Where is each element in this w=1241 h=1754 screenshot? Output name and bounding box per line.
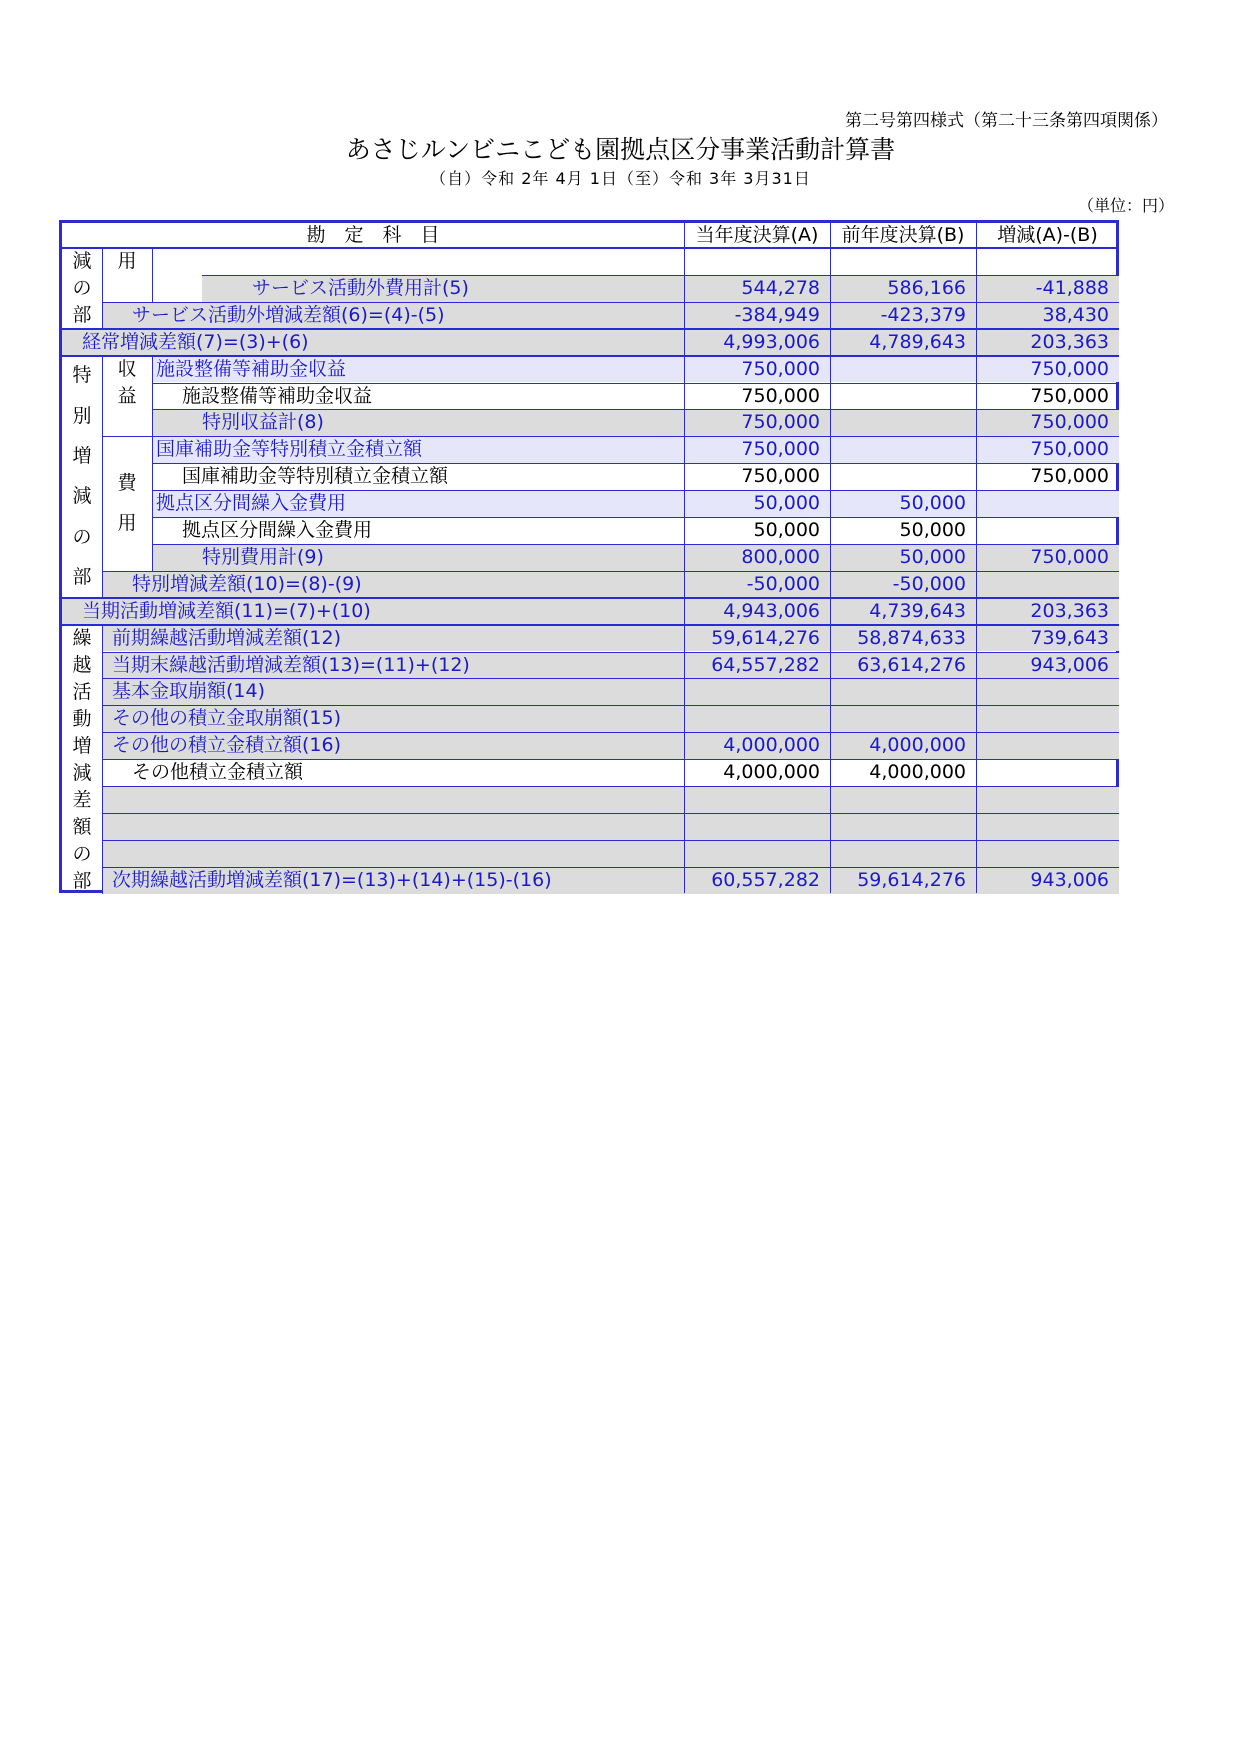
difference-value: 750,000 [1030, 384, 1109, 407]
current-year-value: 544,278 [741, 276, 820, 299]
current-year-value: 59,614,276 [711, 626, 820, 649]
row-label: その他積立金積立額 [132, 761, 304, 784]
previous-year-value [830, 436, 976, 463]
current-year-value: 750,000 [741, 357, 820, 380]
row-label: サービス活動外費用計(5) [252, 276, 469, 299]
row-divider [102, 813, 1119, 814]
previous-year-value [830, 409, 976, 436]
document-title: あさじルンビニこども園拠点区分事業活動計算書 [345, 135, 896, 164]
side-label-char: 差 [72, 788, 92, 811]
previous-year-value [830, 813, 976, 840]
difference-value: 750,000 [1030, 438, 1109, 461]
side-label-char: 増 [72, 444, 92, 467]
side-label-char: 動 [72, 707, 92, 730]
section-divider [62, 328, 1119, 330]
row-divider [102, 759, 1119, 760]
row-label: 前期繰越活動増減差額(12) [112, 626, 342, 649]
previous-year-value [830, 840, 976, 867]
row-divider [152, 436, 1119, 437]
row-label: 基本金取崩額(14) [112, 680, 266, 703]
row-label [102, 813, 684, 840]
row-divider [102, 732, 1119, 733]
previous-year-value: -50,000 [892, 572, 966, 595]
previous-year-value: 4,000,000 [869, 761, 966, 784]
side-divider [102, 436, 152, 437]
side-label-special [62, 356, 102, 598]
side-label-char: 繰 [72, 626, 92, 649]
side-label-char: 収 [117, 357, 137, 380]
row-label: 特別増減差額(10)=(8)-(9) [132, 572, 362, 595]
previous-year-value: 59,614,276 [857, 868, 966, 891]
row-label: 施設整備等補助金収益 [156, 357, 347, 380]
difference-value [976, 840, 1119, 867]
side-divider [102, 571, 152, 572]
current-year-value [684, 678, 830, 705]
previous-year-value [830, 705, 976, 732]
row-label: 施設整備等補助金収益 [182, 384, 373, 407]
difference-value [976, 732, 1119, 759]
current-year-value [684, 840, 830, 867]
side-label-char: 用 [117, 512, 137, 535]
previous-year-value [830, 383, 976, 410]
row-divider [102, 705, 1119, 706]
side-label-char: 増 [72, 734, 92, 757]
difference-value: 750,000 [1030, 357, 1109, 380]
current-year-value: 4,993,006 [723, 330, 820, 353]
col-header-subject: 勘 定 科 目 [306, 224, 440, 246]
row-label: 特別費用計(9) [202, 545, 324, 568]
current-year-value: -384,949 [734, 303, 820, 326]
unit-label: （単位：円） [1077, 196, 1174, 215]
difference-value: 203,363 [1030, 330, 1109, 353]
section-divider [62, 355, 1119, 357]
col-header-previous: 前年度決算(B) [841, 224, 965, 246]
col-header-current: 当年度決算(A) [695, 224, 819, 246]
side-label-char: 活 [72, 680, 92, 703]
side-label-char: 用 [117, 250, 137, 272]
row-label: 経常増減差額(7)=(3)+(6) [82, 330, 309, 353]
fiscal-period: （自）令和 2年 4月 1日（至）令和 3年 3月31日 [430, 169, 811, 188]
side-label-char: 部 [72, 304, 92, 326]
activity-statement-table [59, 220, 1119, 893]
difference-value [976, 705, 1119, 732]
previous-year-value [830, 786, 976, 813]
side-label-special-income [102, 356, 152, 410]
row-divider [102, 786, 1119, 787]
row-divider [152, 463, 1119, 464]
current-year-value: 750,000 [741, 438, 820, 461]
row-label: その他の積立金積立額(16) [112, 734, 342, 757]
difference-value [976, 490, 1119, 517]
column-divider [976, 223, 977, 893]
row-label: 国庫補助金等特別積立金積立額 [182, 465, 449, 488]
row-divider [152, 409, 1119, 410]
row-label: 次期繰越活動増減差額(17)=(13)+(14)+(15)-(16) [112, 868, 552, 891]
current-year-value: 60,557,282 [711, 868, 820, 891]
difference-value: 750,000 [1030, 465, 1109, 488]
side-label-char: の [72, 277, 92, 299]
difference-value: 38,430 [1042, 303, 1109, 326]
row-label [152, 248, 684, 275]
row-label: サービス活動外増減差額(6)=(4)-(5) [132, 303, 445, 326]
previous-year-value: 4,000,000 [869, 734, 966, 757]
side-label-char: 益 [117, 384, 137, 407]
side-label-char: 費 [117, 471, 137, 494]
side-label-char: 特 [72, 364, 92, 387]
side-label-char: 部 [72, 869, 92, 892]
difference-value [976, 571, 1119, 598]
row-divider [152, 490, 1119, 491]
previous-year-value [830, 248, 976, 275]
row-label: 特別収益計(8) [202, 411, 324, 434]
previous-year-value: 586,166 [887, 276, 966, 299]
row-label: 拠点区分間繰入金費用 [182, 519, 373, 541]
section-divider [62, 597, 1119, 599]
row-label [102, 786, 684, 813]
difference-value: -41,888 [1035, 276, 1109, 299]
column-divider [830, 223, 831, 893]
row-label: その他の積立金取崩額(15) [112, 707, 342, 730]
current-year-value: 750,000 [741, 411, 820, 434]
side-label-char: 別 [72, 404, 92, 427]
current-year-value: 50,000 [753, 492, 820, 515]
header-divider [62, 247, 1119, 249]
side-label-char: の [72, 842, 92, 865]
current-year-value: -50,000 [746, 572, 820, 595]
side-divider [152, 248, 153, 302]
previous-year-value: 4,789,643 [869, 330, 966, 353]
column-divider [684, 223, 685, 893]
side-label-char: 減 [72, 485, 92, 508]
side-label-char: の [72, 525, 92, 548]
row-divider [102, 571, 1119, 572]
current-year-value [684, 786, 830, 813]
difference-value [976, 517, 1119, 544]
previous-year-value: 50,000 [899, 519, 966, 541]
previous-year-value: 4,739,643 [869, 599, 966, 622]
side-label-gen-loss-sub [102, 248, 152, 275]
previous-year-value [830, 356, 976, 383]
previous-year-value: 58,874,633 [857, 626, 966, 649]
previous-year-value [830, 463, 976, 490]
current-year-value: 4,943,006 [723, 599, 820, 622]
current-year-value: 750,000 [741, 384, 820, 407]
side-label-gen-loss [62, 248, 102, 329]
row-divider [152, 544, 1119, 545]
current-year-value: 50,000 [753, 519, 820, 541]
current-year-value: 800,000 [741, 545, 820, 568]
row-label: 当期末繰越活動増減差額(13)=(11)+(12) [112, 653, 470, 676]
previous-year-value: 50,000 [899, 545, 966, 568]
row-label: 当期活動増減差額(11)=(7)+(10) [82, 599, 371, 622]
previous-year-value: 63,614,276 [857, 653, 966, 676]
side-label-char: 減 [72, 250, 92, 272]
previous-year-value: -423,379 [880, 303, 966, 326]
row-label: 国庫補助金等特別積立金積立額 [156, 438, 423, 461]
difference-value [976, 759, 1119, 786]
side-divider [152, 356, 153, 571]
difference-value: 943,006 [1030, 653, 1109, 676]
side-label-char: 部 [72, 565, 92, 588]
current-year-value: 4,000,000 [723, 761, 820, 784]
current-year-value: 64,557,282 [711, 653, 820, 676]
side-label-special-expense [102, 463, 152, 544]
side-label-char: 越 [72, 653, 92, 676]
current-year-value [684, 705, 830, 732]
side-label-carry [62, 625, 102, 894]
difference-value: 750,000 [1030, 545, 1109, 568]
row-divider [152, 517, 1119, 518]
current-year-value [684, 813, 830, 840]
row-divider [152, 383, 1119, 384]
side-label-char: 額 [72, 815, 92, 838]
difference-value: 739,643 [1030, 626, 1109, 649]
row-divider [202, 275, 1119, 276]
side-divider [102, 625, 103, 894]
difference-value: 750,000 [1030, 411, 1109, 434]
row-divider [102, 302, 1119, 303]
difference-value [976, 248, 1119, 275]
row-divider [102, 678, 1119, 679]
row-label: 拠点区分間繰入金費用 [156, 492, 347, 515]
previous-year-value: 50,000 [899, 492, 966, 515]
row-divider [102, 840, 1119, 841]
col-header-diff: 増減(A)-(B) [997, 224, 1098, 246]
side-label-char: 減 [72, 761, 92, 784]
form-code: 第二号第四様式（第二十三条第四項関係） [845, 111, 1168, 131]
difference-value [976, 678, 1119, 705]
difference-value: 943,006 [1030, 868, 1109, 891]
previous-year-value [830, 678, 976, 705]
row-label [102, 840, 684, 867]
difference-value [976, 786, 1119, 813]
row-divider [102, 867, 1119, 868]
current-year-value: 4,000,000 [723, 734, 820, 757]
row-divider [102, 652, 1119, 653]
current-year-value [684, 248, 830, 275]
current-year-value: 750,000 [741, 465, 820, 488]
difference-value [976, 813, 1119, 840]
section-divider [62, 624, 1119, 626]
difference-value: 203,363 [1030, 599, 1109, 622]
